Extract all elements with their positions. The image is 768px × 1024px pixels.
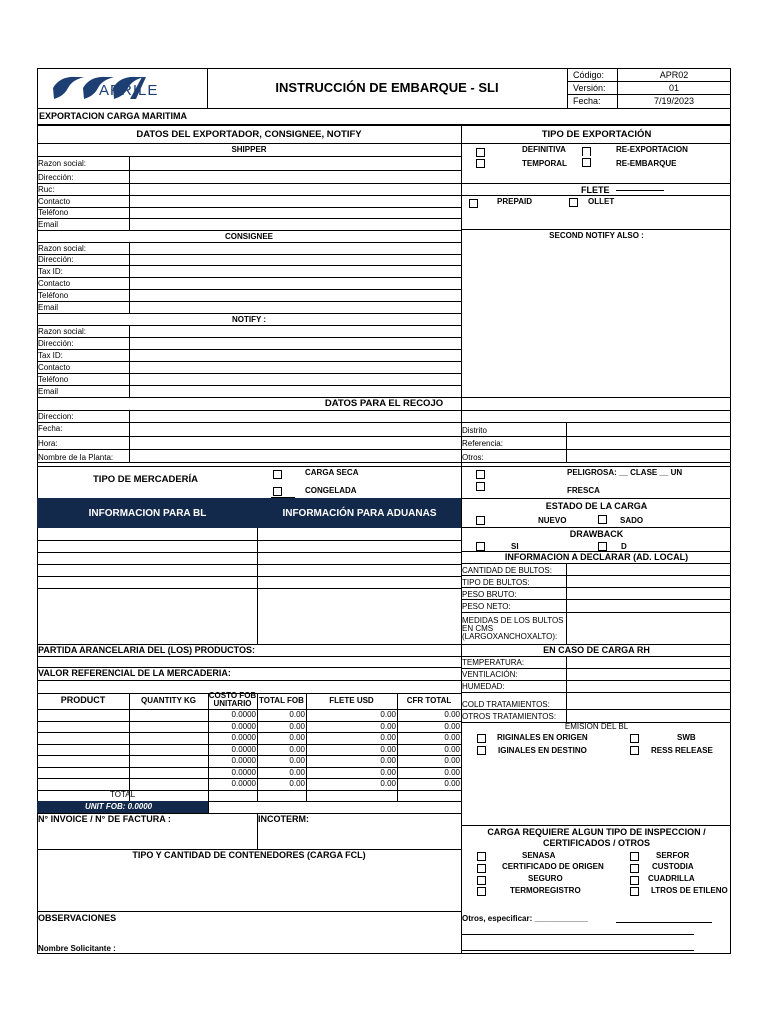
partida-label: PARTIDA ARANCELARIA DEL (LOS) PRODUCTOS: (38, 645, 255, 655)
inspeccion-title-2: CERTIFICADOS / OTROS (542, 838, 650, 848)
inspeccion-title-1: CARGA REQUIERE ALGUN TIPO DE INSPECCION / (487, 827, 706, 837)
fecha-label: Fecha: (573, 96, 601, 106)
total-label: TOTAL (110, 790, 136, 799)
consignee-email-label: Email (38, 303, 59, 312)
product-row-cell: 0.00 (380, 756, 396, 765)
version-label: Versión: (573, 83, 606, 93)
observaciones-label: OBSERVACIONES (38, 913, 117, 923)
medidas-label-2: EN CMS (462, 624, 494, 633)
peso-neto-label: PESO NETO: (462, 602, 511, 611)
product-row-cell: 0.00 (380, 767, 396, 777)
medidas-label-1: MEDIDAS DE LOS BULTOS (462, 616, 564, 625)
contenedores-label: TIPO Y CANTIDAD DE CONTENEDORES (CARGA FCL) (132, 850, 366, 860)
drawback-no-label: D (621, 542, 627, 551)
fecha-value: 7/19/2023 (653, 96, 695, 106)
recojo-referencia-label: Referencia: (462, 439, 503, 448)
serfor-checkbox[interactable] (630, 852, 639, 861)
product-total-row-cell: 0.00 (380, 779, 396, 788)
definitiva-label: DEFINITIVA (522, 145, 566, 154)
product-total-row-cell: 0.0000 (231, 779, 256, 788)
congelada-checkbox[interactable] (273, 487, 282, 496)
cantidad-bultos-label: CANTIDAD DE BULTOS: (462, 566, 552, 575)
consignee-contacto-label: Contacto (38, 279, 71, 288)
senasa-label: SENASA (522, 851, 556, 860)
bl-info-header: INFORMACION PARA BL (37, 498, 258, 528)
shipper-email-label: Email (38, 220, 59, 229)
certificado-origen-checkbox[interactable] (477, 864, 486, 873)
product-total-row-cell: 0.00 (444, 779, 460, 788)
fresca-label: FRESCA (567, 486, 600, 495)
page-title: INSTRUCCIÓN DE EMBARQUE - SLI (275, 80, 499, 95)
second-notify-label: SECOND NOTIFY ALSO : (549, 231, 644, 240)
shipper-direccion-label: Dirección: (38, 173, 74, 182)
swb-checkbox[interactable] (630, 734, 639, 743)
carga-seca-label: CARGA SECA (305, 468, 359, 477)
recojo-otros-label: Otros: (462, 453, 484, 462)
cold-tratamientos-label: COLD TRATAMIENTOS: (462, 700, 550, 709)
incoterm-label: INCOTERM: (258, 814, 309, 824)
cuadrilla-label: CUADRILLA (648, 874, 695, 883)
recojo-hora-label: Hora: (38, 439, 58, 448)
recojo-fecha-label: Fecha: (38, 424, 63, 433)
filtros-etileno-checkbox[interactable] (630, 887, 639, 896)
product-row-cell: 0.00 (289, 710, 305, 719)
prepaid-checkbox[interactable] (469, 199, 478, 208)
consignee-telefono-label: Teléfono (38, 291, 69, 300)
shipper-razon-label: Razon social: (38, 159, 87, 168)
product-row-cell: 0.00 (289, 767, 305, 777)
collect-checkbox[interactable] (569, 198, 578, 207)
peso-bruto-label: PESO BRUTO: (462, 590, 517, 599)
notify-title: NOTIFY : (231, 315, 267, 324)
product-row-cell: 0.00 (289, 756, 305, 765)
notify-razon-label: Razon social: (38, 327, 87, 336)
cfr-total-header: CFR TOTAL (406, 696, 452, 705)
definitiva-checkbox[interactable] (476, 148, 485, 157)
product-row-cell: 0.00 (380, 733, 396, 742)
export-type-title: TIPO DE EXPORTACIÓN (541, 129, 652, 140)
shipper-ruc-label: Ruc: (38, 185, 55, 194)
cuadrilla-checkbox[interactable] (630, 876, 639, 885)
flete-usd-header: FLETE USD (329, 696, 374, 705)
product-row-cell: 0.0000 (231, 756, 256, 765)
costo-header-2: UNITARIO (213, 699, 252, 708)
product-total-row-cell: 0.00 (289, 779, 305, 788)
product-row-cell: 0.00 (380, 721, 396, 731)
consignee-razon-label: Razon social: (38, 244, 87, 253)
product-row-cell: 0.00 (380, 710, 396, 719)
drawback-no-checkbox[interactable] (598, 542, 607, 551)
total-fob-header: TOTAL FOB (259, 696, 304, 705)
consignee-taxid-label: Tax ID: (38, 267, 63, 276)
shipper-telefono-label: Teléfono (38, 208, 69, 217)
product-row-cell: 0.00 (444, 756, 460, 765)
congelada-label: CONGELADA (305, 486, 357, 495)
drawback-si-label: SI (511, 542, 519, 551)
product-row-cell: 0.0000 (231, 733, 256, 742)
prepaid-label: PREPAID (497, 197, 532, 206)
logo-text: APRILE (99, 82, 159, 99)
otros-especificar-label: Otros, especificar: ____________ (462, 914, 588, 923)
estado-title: ESTADO DE LA CARGA (545, 501, 648, 511)
notify-taxid-label: Tax ID: (38, 351, 63, 360)
nuevo-label: NUEVO (538, 516, 567, 525)
shipper-contacto-label: Contacto (38, 197, 71, 206)
consignee-direccion-label: Dirección: (38, 255, 74, 264)
product-row-cell: 0.00 (380, 744, 396, 754)
filtros-etileno-label: LTROS DE ETILENO (651, 886, 728, 895)
rh-title: EN CASO DE CARGA RH (543, 645, 650, 655)
usado-label: SADO (620, 516, 644, 525)
express-release-label: RESS RELEASE (651, 746, 713, 755)
solicitante-label: Nombre Solicitante : (38, 944, 116, 953)
reexportacion-checkbox[interactable] (582, 147, 591, 156)
swb-label: SWB (677, 733, 696, 742)
emision-title: EMISION DEL BL (564, 722, 629, 731)
collect-label: OLLET (588, 197, 615, 206)
invoice-label: N° INVOICE / N° DE FACTURA : (38, 814, 171, 824)
exporter-section-title: DATOS DEL EXPORTADOR, CONSIGNEE, NOTIFY (136, 129, 362, 140)
product-row-cell: 0.00 (444, 710, 460, 719)
valor-ref-label: VALOR REFERENCIAL DE LA MERCADERIA: (38, 668, 231, 678)
reembarque-label: RE-EMBARQUE (616, 159, 677, 168)
flete-title: FLETE (581, 185, 610, 195)
quantity-header: QUANTITY KG (141, 696, 196, 705)
originales-destino-checkbox[interactable] (477, 746, 486, 755)
consignee-title: CONSIGNEE (224, 232, 273, 241)
reembarque-checkbox[interactable] (582, 158, 591, 167)
product-row-cell: 0.0000 (231, 767, 256, 777)
tipo-bultos-label: TIPO DE BULTOS: (462, 578, 530, 587)
product-row-cell: 0.00 (444, 733, 460, 742)
custodia-checkbox[interactable] (630, 864, 639, 873)
termoregistro-label: TERMOREGISTRO (510, 886, 581, 895)
seguro-label: SEGURO (528, 874, 563, 883)
senasa-checkbox[interactable] (477, 852, 486, 861)
declarar-title: INFORMACION A DECLARAR (AD. LOCAL) (504, 552, 689, 562)
product-row-cell: 0.00 (444, 721, 460, 731)
product-row-cell: 0.00 (289, 733, 305, 742)
aduanas-info-header: INFORMACIÓN PARA ADUANAS (258, 498, 461, 528)
shipper-title: SHIPPER (231, 145, 267, 154)
temperatura-label: TEMPERATURA: (462, 658, 525, 667)
unit-fob-value: UNIT FOB: 0.0000 (85, 802, 153, 811)
product-row-cell: 0.00 (289, 744, 305, 754)
temporal-checkbox[interactable] (476, 159, 485, 168)
notify-direccion-label: Dirección: (38, 339, 74, 348)
originales-origen-checkbox[interactable] (477, 734, 486, 743)
serfor-label: SERFOR (656, 851, 690, 860)
drawback-si-checkbox[interactable] (476, 542, 485, 551)
product-row-cell: 0.0000 (231, 710, 256, 719)
recojo-direccion-label: Direccion: (38, 412, 74, 421)
product-row-cell: 0.0000 (231, 721, 256, 731)
version-value: 01 (668, 83, 679, 93)
product-header: PRODUCT (60, 695, 106, 705)
notify-email-label: Email (38, 387, 59, 396)
certificado-origen-label: CERTIFICADO DE ORIGEN (502, 862, 604, 871)
usado-checkbox[interactable] (598, 515, 607, 524)
otros-tratamientos-label: OTROS TRATAMIENTOS: (462, 712, 557, 721)
main-title: EXPORTACION CARGA MARITIMA (39, 111, 187, 121)
peligrosa-checkbox[interactable] (476, 470, 485, 479)
product-row-cell: 0.00 (289, 721, 305, 731)
humedad-label: HUMEDAD: (462, 682, 505, 691)
ventilacion-label: VENTILACIÓN: (462, 670, 518, 679)
codigo-value: APR02 (659, 70, 689, 80)
drawback-title: DRAWBACK (569, 529, 624, 539)
recojo-planta-label: Nombre de la Planta: (38, 453, 114, 462)
express-release-checkbox[interactable] (630, 746, 639, 755)
seguro-checkbox[interactable] (477, 876, 486, 885)
originales-origen-label: RIGINALES EN ORIGEN (497, 733, 588, 742)
reexportacion-label: RE-EXPORTACION (616, 145, 688, 154)
originales-destino-label: IGINALES EN DESTINO (498, 746, 587, 755)
termoregistro-checkbox[interactable] (477, 887, 486, 896)
product-row-cell: 0.0000 (231, 744, 256, 754)
temporal-label: TEMPORAL (522, 159, 567, 168)
codigo-label: Código: (573, 70, 605, 80)
notify-telefono-label: Teléfono (38, 375, 69, 384)
costo-header-1: COSTO FOB (208, 691, 257, 700)
recojo-title: DATOS PARA EL RECOJO (324, 398, 444, 409)
carga-seca-checkbox[interactable] (273, 470, 282, 479)
fresca-checkbox[interactable] (476, 482, 485, 491)
custodia-label: CUSTODIA (652, 862, 694, 871)
product-row-cell: 0.00 (444, 767, 460, 777)
peligrosa-label: PELIGROSA: __ CLASE __ UN (567, 468, 683, 477)
product-row-cell: 0.00 (444, 744, 460, 754)
nuevo-checkbox[interactable] (476, 516, 485, 525)
recojo-distrito-label: Distrito (462, 426, 487, 435)
mercaderia-title: TIPO DE MERCADERÍA (93, 474, 199, 485)
medidas-label-3: (LARGOXANCHOXALTO): (462, 632, 558, 641)
notify-contacto-label: Contacto (38, 363, 71, 372)
